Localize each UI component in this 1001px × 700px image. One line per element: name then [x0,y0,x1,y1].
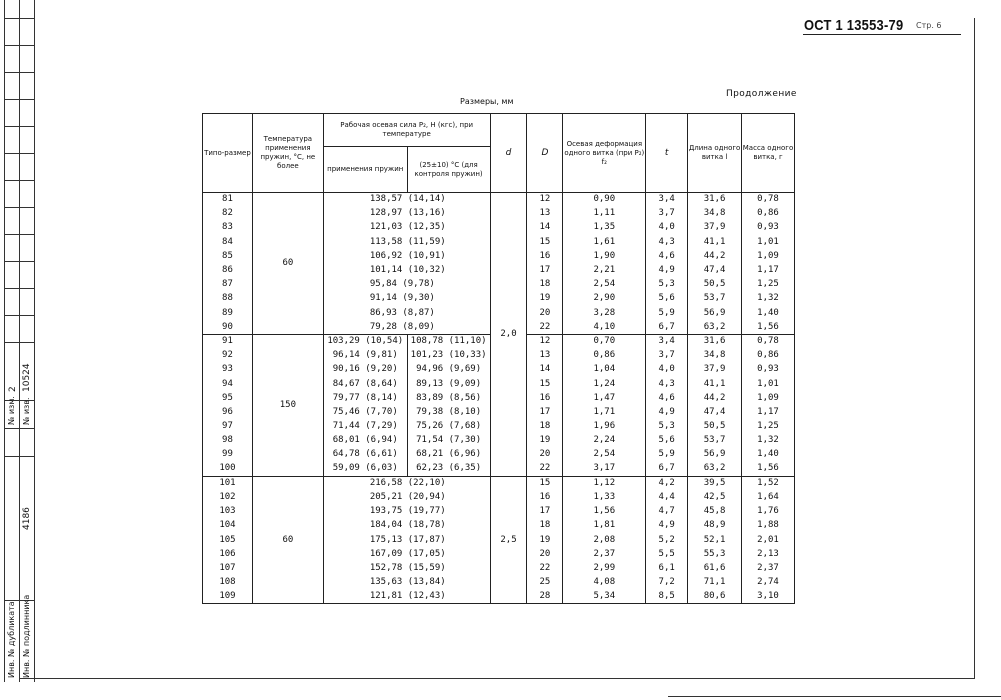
units-label: Размеры, мм [460,97,514,106]
cell-size: 87 [203,278,253,292]
cell-pitch: 7,2 [646,576,688,590]
cell-mass: 0,86 [742,207,795,221]
cell-pitch: 4,0 [646,363,688,377]
cell-coil-diameter: 17 [527,505,563,519]
cell-mass: 1,40 [742,306,795,320]
cell-deformation: 2,54 [563,278,646,292]
cell-mass: 3,10 [742,590,795,604]
cell-deformation: 2,37 [563,547,646,561]
cell-length: 48,9 [688,519,742,533]
cell-pitch: 4,6 [646,391,688,405]
cell-mass: 2,37 [742,561,795,575]
col-mass: Масса одного витка, г [742,114,795,193]
cell-deformation: 1,96 [563,420,646,434]
cell-length: 61,6 [688,561,742,575]
cell-deformation: 2,54 [563,448,646,462]
cell-force-control: 79,38 (8,10) [407,405,490,419]
cell-mass: 1,88 [742,519,795,533]
cell-mass: 1,17 [742,263,795,277]
cell-mass: 1,32 [742,434,795,448]
notice-no-label: № изв. [22,397,31,425]
margin-stamp-strip [4,0,34,682]
cell-size: 107 [203,561,253,575]
cell-pitch: 4,6 [646,249,688,263]
cell-size: 81 [203,193,253,207]
cell-length: 47,4 [688,263,742,277]
cell-force-application: 75,46 (7,70) [323,405,407,419]
cell-pitch: 3,4 [646,334,688,348]
cell-temperature: 60 [252,193,323,335]
cell-deformation: 1,11 [563,207,646,221]
cell-size: 108 [203,576,253,590]
cell-pitch: 4,9 [646,405,688,419]
cell-pitch: 3,7 [646,207,688,221]
cell-size: 102 [203,490,253,504]
cell-size: 91 [203,334,253,348]
cell-length: 52,1 [688,533,742,547]
cell-pitch: 4,0 [646,221,688,235]
cell-force-application: 96,14 (9,81) [323,349,407,363]
cell-length: 63,2 [688,320,742,334]
cell-force: 184,04 (18,78) [323,519,490,533]
cell-length: 31,6 [688,334,742,348]
cell-size: 100 [203,462,253,476]
cell-coil-diameter: 14 [527,363,563,377]
original-inv-value: 4186 [22,507,32,530]
cell-deformation: 0,90 [563,193,646,207]
cell-coil-diameter: 20 [527,448,563,462]
cell-length: 56,9 [688,448,742,462]
cell-size: 98 [203,434,253,448]
cell-wire-diameter: 2,0 [490,193,527,477]
cell-pitch: 4,7 [646,505,688,519]
cell-length: 56,9 [688,306,742,320]
cell-pitch: 6,7 [646,320,688,334]
cell-deformation: 1,04 [563,363,646,377]
cell-force-control: 75,26 (7,68) [407,420,490,434]
cell-coil-diameter: 18 [527,519,563,533]
cell-deformation: 1,90 [563,249,646,263]
cell-coil-diameter: 16 [527,391,563,405]
cell-mass: 2,74 [742,576,795,590]
cell-wire-diameter: 2,5 [490,476,527,604]
cell-temperature: 150 [252,334,323,476]
table-row [203,193,795,207]
cell-deformation: 1,33 [563,490,646,504]
cell-deformation: 2,24 [563,434,646,448]
cell-coil-diameter: 12 [527,193,563,207]
cell-mass: 1,40 [742,448,795,462]
cell-force: 193,75 (19,77) [323,505,490,519]
cell-force-application: 103,29 (10,54) [323,334,407,348]
cell-deformation: 1,24 [563,377,646,391]
cell-mass: 0,93 [742,221,795,235]
cell-deformation: 1,56 [563,505,646,519]
cell-pitch: 8,5 [646,590,688,604]
cell-deformation: 2,21 [563,263,646,277]
cell-coil-diameter: 25 [527,576,563,590]
cell-force: 86,93 (8,87) [323,306,490,320]
cell-mass: 1,76 [742,505,795,519]
cell-length: 63,2 [688,462,742,476]
cell-coil-diameter: 28 [527,590,563,604]
table-row [203,476,795,490]
cell-pitch: 5,6 [646,434,688,448]
cell-pitch: 6,7 [646,462,688,476]
cell-mass: 1,25 [742,420,795,434]
cell-size: 94 [203,377,253,391]
cell-coil-diameter: 12 [527,334,563,348]
cell-size: 90 [203,320,253,334]
cell-force: 79,28 (8,09) [323,320,490,334]
cell-coil-diameter: 17 [527,405,563,419]
cell-mass: 0,86 [742,349,795,363]
cell-force-control: 108,78 (11,10) [407,334,490,348]
cell-pitch: 5,6 [646,292,688,306]
cell-force-application: 71,44 (7,29) [323,420,407,434]
cell-coil-diameter: 15 [527,476,563,490]
cell-mass: 2,13 [742,547,795,561]
change-no-label: № изм. [7,396,16,425]
cell-coil-diameter: 13 [527,349,563,363]
cell-length: 45,8 [688,505,742,519]
cell-mass: 1,25 [742,278,795,292]
cell-deformation: 3,28 [563,306,646,320]
cell-deformation: 2,90 [563,292,646,306]
notice-no-value: 10524 [22,363,32,392]
cell-force: 205,21 (20,94) [323,490,490,504]
continuation-label: Продолжение [726,89,797,99]
cell-mass: 1,09 [742,391,795,405]
cell-force-application: 59,09 (6,03) [323,462,407,476]
cell-coil-diameter: 13 [527,207,563,221]
cell-length: 44,2 [688,391,742,405]
cell-pitch: 4,4 [646,490,688,504]
cell-force: 106,92 (10,91) [323,249,490,263]
cell-force-application: 68,01 (6,94) [323,434,407,448]
cell-coil-diameter: 22 [527,462,563,476]
frame-bottom-border [20,678,975,679]
cell-length: 34,8 [688,207,742,221]
cell-size: 89 [203,306,253,320]
cell-pitch: 5,3 [646,278,688,292]
col-pitch: t [646,114,688,193]
change-no-value: 2 [8,386,18,392]
col-wire-diameter: d [490,114,527,193]
cell-force: 167,09 (17,05) [323,547,490,561]
cell-size: 82 [203,207,253,221]
cell-force-control: 94,96 (9,69) [407,363,490,377]
cell-length: 41,1 [688,377,742,391]
cell-coil-diameter: 15 [527,377,563,391]
cell-pitch: 4,3 [646,377,688,391]
frame-right-border [974,18,975,678]
standard-code: ОСТ 1 13553-79 [804,17,904,34]
col-size: Типо-размер [203,114,253,193]
cell-size: 88 [203,292,253,306]
cell-coil-diameter: 14 [527,221,563,235]
cell-pitch: 5,9 [646,448,688,462]
cell-force: 113,58 (11,59) [323,235,490,249]
cell-coil-diameter: 16 [527,490,563,504]
cell-deformation: 1,47 [563,391,646,405]
cell-force: 216,58 (22,10) [323,476,490,490]
cell-force-application: 84,67 (8,64) [323,377,407,391]
cell-mass: 1,52 [742,476,795,490]
cell-length: 53,7 [688,434,742,448]
cell-size: 96 [203,405,253,419]
cell-coil-diameter: 20 [527,547,563,561]
cell-coil-diameter: 22 [527,561,563,575]
cell-force: 152,78 (15,59) [323,561,490,575]
cell-mass: 2,01 [742,533,795,547]
cell-deformation: 2,99 [563,561,646,575]
cell-length: 71,1 [688,576,742,590]
frame-bottom-border-lower [668,696,1001,697]
cell-size: 95 [203,391,253,405]
cell-length: 41,1 [688,235,742,249]
cell-length: 42,5 [688,490,742,504]
cell-force-control: 68,21 (6,96) [407,448,490,462]
cell-mass: 1,01 [742,235,795,249]
col-temperature: Температура применения пружин, °С, не более [252,114,323,193]
cell-length: 80,6 [688,590,742,604]
cell-force-control: 62,23 (6,35) [407,462,490,476]
cell-force: 121,03 (12,35) [323,221,490,235]
cell-size: 104 [203,519,253,533]
cell-deformation: 4,10 [563,320,646,334]
cell-pitch: 5,9 [646,306,688,320]
cell-deformation: 2,08 [563,533,646,547]
cell-force: 101,14 (10,32) [323,263,490,277]
cell-mass: 1,32 [742,292,795,306]
cell-deformation: 0,70 [563,334,646,348]
cell-pitch: 4,3 [646,235,688,249]
original-inv-label: Инв. № подлинника [22,594,31,678]
cell-coil-diameter: 22 [527,320,563,334]
cell-pitch: 5,2 [646,533,688,547]
cell-mass: 1,01 [742,377,795,391]
cell-coil-diameter: 19 [527,434,563,448]
cell-deformation: 3,17 [563,462,646,476]
cell-mass: 1,56 [742,320,795,334]
cell-size: 86 [203,263,253,277]
cell-length: 50,5 [688,278,742,292]
cell-length: 37,9 [688,221,742,235]
cell-mass: 0,78 [742,334,795,348]
cell-coil-diameter: 18 [527,420,563,434]
cell-length: 39,5 [688,476,742,490]
cell-force-control: 71,54 (7,30) [407,434,490,448]
cell-deformation: 1,71 [563,405,646,419]
cell-force: 135,63 (13,84) [323,576,490,590]
cell-coil-diameter: 20 [527,306,563,320]
cell-coil-diameter: 18 [527,278,563,292]
cell-mass: 1,56 [742,462,795,476]
col-deformation: Осевая деформация одного витка (при P₂) f₂ [563,114,646,193]
page-label: Стр. 6 [916,21,942,30]
col-force-application: применения пружин [323,147,407,193]
cell-coil-diameter: 17 [527,263,563,277]
cell-length: 47,4 [688,405,742,419]
cell-mass: 0,93 [742,363,795,377]
col-force-control: (25±10) °С (для контроля пружин) [407,147,490,193]
cell-force-control: 83,89 (8,56) [407,391,490,405]
cell-size: 105 [203,533,253,547]
cell-force-application: 90,16 (9,20) [323,363,407,377]
cell-deformation: 0,86 [563,349,646,363]
cell-deformation: 5,34 [563,590,646,604]
col-length: Длина одного витка l [688,114,742,193]
cell-length: 37,9 [688,363,742,377]
cell-size: 85 [203,249,253,263]
spring-data-table [202,113,795,604]
cell-mass: 0,78 [742,193,795,207]
cell-size: 99 [203,448,253,462]
cell-force: 95,84 (9,78) [323,278,490,292]
cell-deformation: 1,81 [563,519,646,533]
cell-size: 83 [203,221,253,235]
cell-length: 31,6 [688,193,742,207]
cell-coil-diameter: 19 [527,292,563,306]
cell-force: 91,14 (9,30) [323,292,490,306]
cell-force: 175,13 (17,87) [323,533,490,547]
cell-pitch: 4,2 [646,476,688,490]
cell-force: 121,81 (12,43) [323,590,490,604]
cell-deformation: 1,12 [563,476,646,490]
cell-length: 53,7 [688,292,742,306]
header-underline [803,34,961,35]
cell-temperature: 60 [252,476,323,604]
col-force: Рабочая осевая сила P₂, Н (кгс), при температуре [323,114,490,147]
duplicate-inv-label: Инв. № дубликата [7,601,16,678]
col-coil-diameter: D [527,114,563,193]
cell-force: 128,97 (13,16) [323,207,490,221]
cell-deformation: 1,35 [563,221,646,235]
cell-pitch: 4,9 [646,263,688,277]
cell-coil-diameter: 19 [527,533,563,547]
cell-pitch: 3,4 [646,193,688,207]
cell-size: 101 [203,476,253,490]
cell-coil-diameter: 16 [527,249,563,263]
cell-size: 103 [203,505,253,519]
cell-force: 138,57 (14,14) [323,193,490,207]
cell-length: 44,2 [688,249,742,263]
cell-length: 50,5 [688,420,742,434]
cell-length: 55,3 [688,547,742,561]
cell-coil-diameter: 15 [527,235,563,249]
cell-pitch: 3,7 [646,349,688,363]
cell-deformation: 1,61 [563,235,646,249]
cell-size: 84 [203,235,253,249]
cell-size: 92 [203,349,253,363]
cell-pitch: 6,1 [646,561,688,575]
cell-force-control: 101,23 (10,33) [407,349,490,363]
cell-mass: 1,17 [742,405,795,419]
cell-size: 97 [203,420,253,434]
cell-size: 109 [203,590,253,604]
cell-size: 93 [203,363,253,377]
cell-force-application: 64,78 (6,61) [323,448,407,462]
cell-mass: 1,09 [742,249,795,263]
cell-pitch: 5,3 [646,420,688,434]
cell-deformation: 4,08 [563,576,646,590]
cell-size: 106 [203,547,253,561]
cell-length: 34,8 [688,349,742,363]
cell-pitch: 4,9 [646,519,688,533]
cell-pitch: 5,5 [646,547,688,561]
cell-force-control: 89,13 (9,09) [407,377,490,391]
cell-force-application: 79,77 (8,14) [323,391,407,405]
cell-mass: 1,64 [742,490,795,504]
